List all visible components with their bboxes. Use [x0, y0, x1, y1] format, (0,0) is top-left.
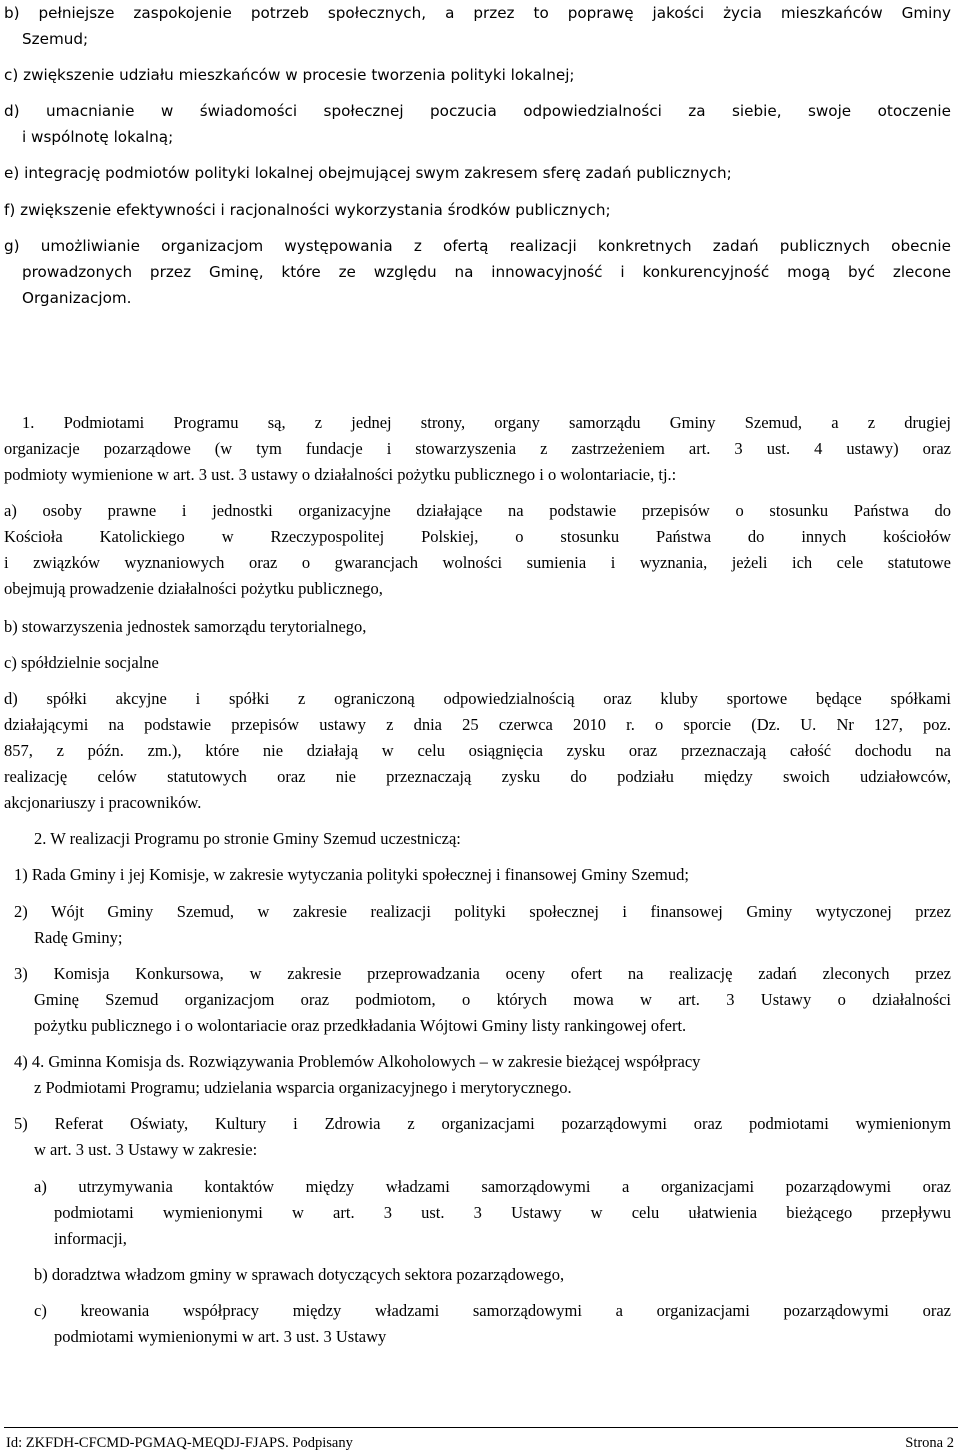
- footer-page-number: Strona 2: [905, 1435, 954, 1451]
- scope-a-line-3: informacji,: [54, 1229, 127, 1248]
- goal-c: c) zwiększenie udziału mieszkańców w procesie tworzenia polityki lokalnej;: [4, 66, 575, 84]
- goal-d-line-2: i wspólnotę lokalną;: [22, 128, 174, 146]
- participant-3-line-1: 3) Komisja Konkursowa, w zakresie przeprowadzania oceny ofert na realizację zadań zleconych przez: [14, 964, 951, 983]
- participant-5-line-2: w art. 3 ust. 3 Ustawy w zakresie:: [34, 1140, 258, 1159]
- scope-c-line-1: c) kreowania współpracy między władzami samorządowymi a organizacjami pozarządowymi oraz: [34, 1301, 951, 1320]
- para-1-line-1: 1. Podmiotami Programu są, z jednej strony, organy samorządu Gminy Szemud, a z drugiej: [22, 413, 951, 432]
- entity-b: b) stowarzyszenia jednostek samorządu terytorialnego,: [4, 617, 367, 636]
- participant-4-line-1: 4) 4. Gminna Komisja ds. Rozwiązywania Problemów Alkoholowych – w zakresie bieżącej współpracy: [14, 1052, 701, 1071]
- para-1-line-3: podmioty wymienione w art. 3 ust. 3 ustawy o działalności pożytku publicznego i o wolontariacie, tj.:: [4, 465, 677, 484]
- goal-g-line-2: prowadzonych przez Gminę, które ze względu na innowacyjność i konkurencyjność mogą być zlecone: [22, 263, 951, 281]
- scope-c-line-2: podmiotami wymienionymi w art. 3 ust. 3 Ustawy: [54, 1327, 387, 1346]
- footer-document-id: Id: ZKFDH-CFCMD-PGMAQ-MEQDJ-FJAPS. Podpisany: [6, 1435, 353, 1451]
- entity-d-line-1: d) spółki akcyjne i spółki z ograniczoną odpowiedzialnością oraz kluby sportowe będące spółkami: [4, 689, 951, 708]
- goal-b-line-1: b) pełniejsze zaspokojenie potrzeb społecznych, a przez to poprawę jakości życia mieszkańców Gminy: [4, 4, 951, 22]
- scope-a-line-1: a) utrzymywania kontaktów między władzami samorządowymi a organizacjami pozarządowymi oraz: [34, 1177, 951, 1196]
- footer-divider: [4, 1427, 958, 1428]
- entity-d-line-2: działającymi na podstawie przepisów ustawy z dnia 25 czerwca 2010 r. o sporcie (Dz. U. Nr 127, poz.: [4, 715, 951, 734]
- entity-d-line-5: akcjonariuszy i pracowników.: [4, 793, 202, 812]
- para-2: 2. W realizacji Programu po stronie Gminy Szemud uczestniczą:: [34, 829, 461, 848]
- participant-5-line-1: 5) Referat Oświaty, Kultury i Zdrowia z organizacjami pozarządowymi oraz podmiotami wymienionym: [14, 1114, 951, 1133]
- para-1-line-2: organizacje pozarządowe (w tym fundacje i stowarzyszenia z zastrzeżeniem art. 3 ust. 4 ustawy) oraz: [4, 439, 951, 458]
- entity-a-line-2: Kościoła Katolickiego w Rzeczypospolitej Polskiej, o stosunku Państwa do innych kościołów: [4, 527, 951, 546]
- entity-d-line-3: 857, z późn. zm.), które nie działają w celu osiągnięcia zysku oraz przeznaczają całość dochodu na: [4, 741, 951, 760]
- participant-2-line-2: Radę Gminy;: [34, 928, 123, 947]
- goal-f: f) zwiększenie efektywności i racjonalności wykorzystania środków publicznych;: [4, 201, 611, 219]
- participant-2-line-1: 2) Wójt Gminy Szemud, w zakresie realizacji polityki społecznej i finansowej Gminy wytyczonej przez: [14, 902, 951, 921]
- entity-a-line-4: obejmują prowadzenie działalności pożytku publicznego,: [4, 579, 383, 598]
- scope-b: b) doradztwa władzom gminy w sprawach dotyczących sektora pozarządowego,: [34, 1265, 565, 1284]
- participant-1: 1) Rada Gminy i jej Komisje, w zakresie wytyczania polityki społecznej i finansowej Gminy Szemud;: [14, 865, 689, 884]
- goal-e: e) integrację podmiotów polityki lokalnej obejmującej swym zakresem sferę zadań publicznych;: [4, 164, 732, 182]
- participant-4-line-2: z Podmiotami Programu; udzielania wsparcia organizacyjnego i merytorycznego.: [34, 1078, 572, 1097]
- entity-c: c) spółdzielnie socjalne: [4, 653, 159, 672]
- goal-d-line-1: d) umacnianie w świadomości społecznej poczucia odpowiedzialności za siebie, swoje otoczenie: [4, 102, 951, 120]
- entity-d-line-4: realizację celów statutowych oraz nie przeznaczają zysku do podziału między swoich udziałowców,: [4, 767, 951, 786]
- goal-g-line-3: Organizacjom.: [22, 289, 132, 307]
- participant-3-line-2: Gminę Szemud organizacjom oraz podmiotom, o których mowa w art. 3 Ustawy o działalności: [34, 990, 951, 1009]
- entity-a-line-1: a) osoby prawne i jednostki organizacyjne działające na podstawie przepisów o stosunku Państwa do: [4, 501, 951, 520]
- goal-b-line-2: Szemud;: [22, 30, 89, 48]
- goal-g-line-1: g) umożliwianie organizacjom występowania z ofertą realizacji konkretnych zadań publicznych obecnie: [4, 237, 951, 255]
- entity-a-line-3: i związków wyznaniowych oraz o gwarancjach wolności sumienia i wyznania, jeżeli ich cele statutowe: [4, 553, 951, 572]
- participant-3-line-3: pożytku publicznego i o wolontariacie oraz przedkładania Wójtowi Gminy listy rankingowej ofert.: [34, 1016, 687, 1035]
- scope-a-line-2: podmiotami wymienionymi w art. 3 ust. 3 Ustawy w celu ułatwienia bieżącego przepływu: [54, 1203, 951, 1222]
